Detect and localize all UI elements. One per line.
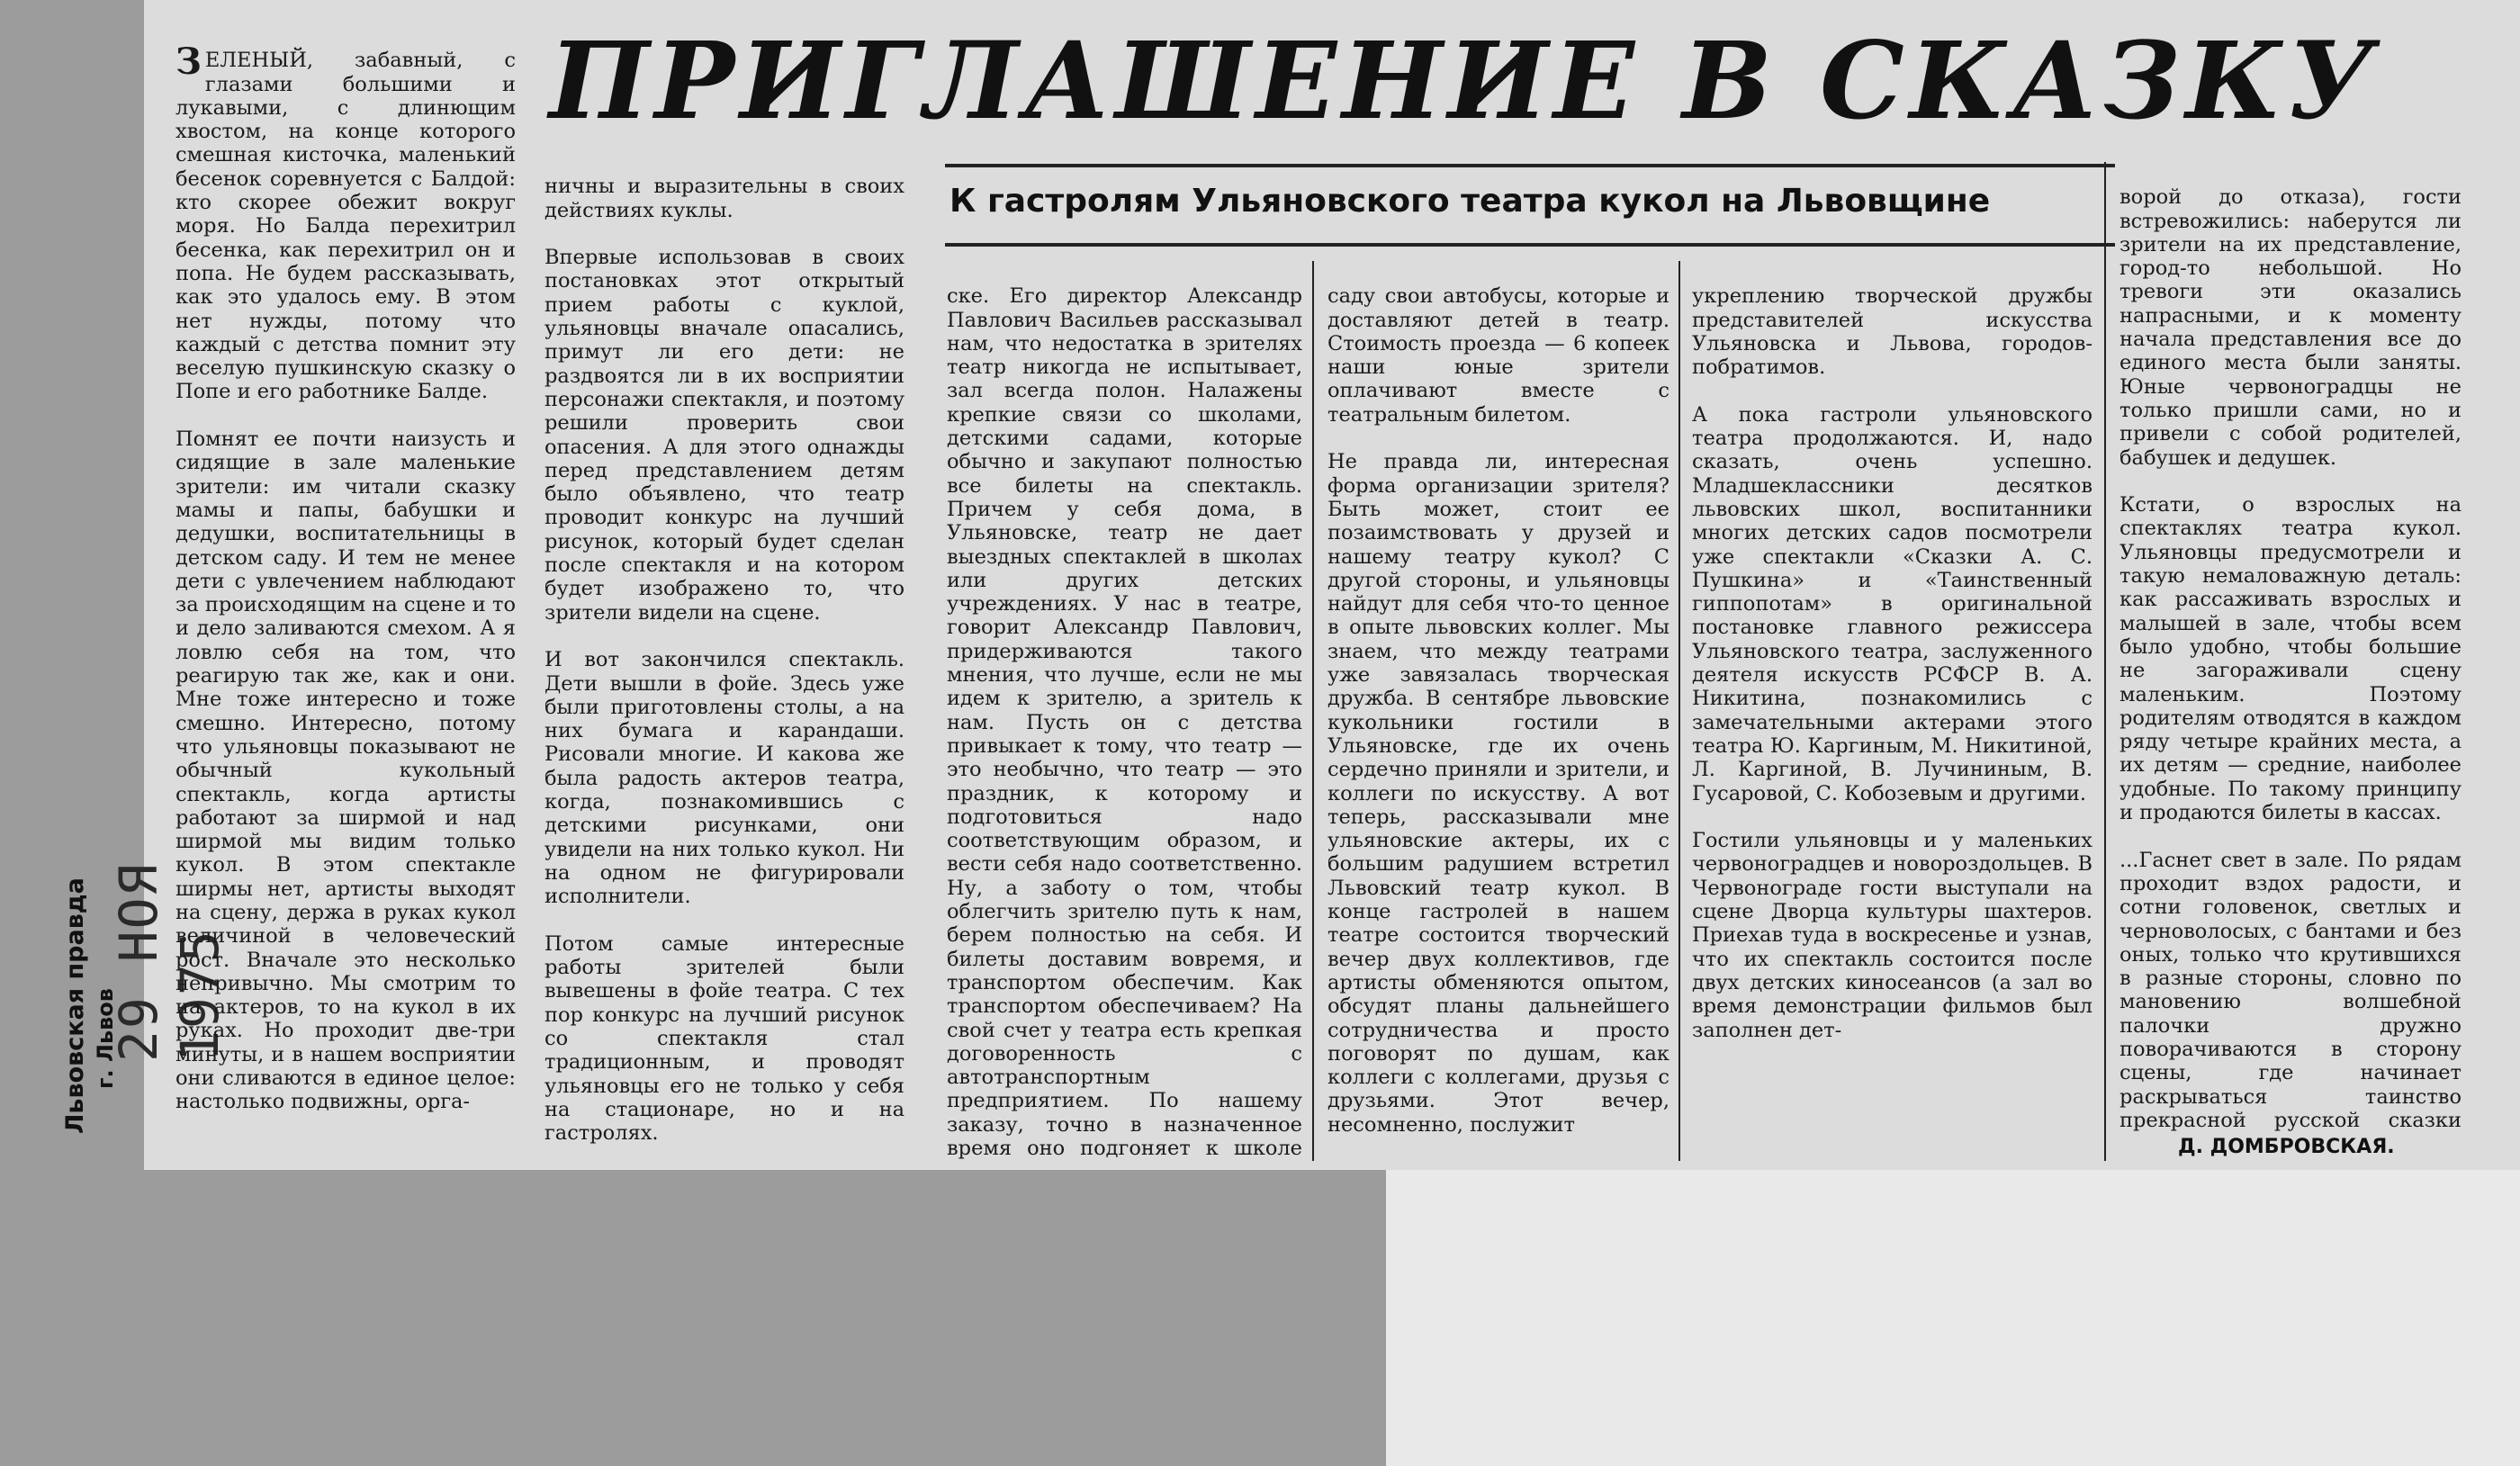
article-column-6-text: ворой до отказа), гости встревожились: наберутся ли зрители на их представление, город-то небольшой. Но тревоги эти оказались напрасными, и к моменту начала представления все до единого места были заняты. Юные червоноградцы не только пришли сами, но и привели с собой родителей, бабушек и дедушек. Кстати, о взрослых на спектаклях театра кукол. Ульяновцы предусмотрели и такую немаловажную деталь: как рассаживать взрослых и малышей в зале, чтобы всем было удобно, чтобы большие не загораживали сцену маленьким. Поэтому родителям отводятся в каждом ряду четыре крайних места, а их детям — средние, наиболее удобные. По такому принципу и продаются билеты в кассах. ...Гаснет свет в зале. По рядам проходит вздох радости, и сотни головенок, светлых и черноволосых, с бантами и без оных, только что крутившихся в разные стороны, словно по мановению волшебной палочки дружно поворачиваются в сторону сцены, где начинает раскрываться таинство прекрасной русской сказки [2120, 185, 2462, 1132]
article-signature: Д. ДОМБРОВСКАЯ. [2178, 1136, 2395, 1158]
column-divider [1678, 261, 1680, 1161]
article-headline: ПРИГЛАШЕНИЕ В СКАЗКУ [549, 18, 2380, 143]
article-column-5-text: укреплению творческой дружбы представителей искусства Ульяновска и Львова, городов-побратимов. А пока гастроли ульяновского театра продолжаются. И, надо сказать, очень успешно. Младшеклассники десятков львовских школ, воспитанники многих детских садов посмотрели уже спектакли «Сказки А. С. Пушкина» и «Таинственный гиппопотам» в оригинальной постановке главного режиссера Ульяновского театра, заслуженного деятеля искусств РСФСР В. А. Никитина, познакомились с замечательными актерами этого театра Ю. Каргиным, М. Никитиной, Л. Каргиной, В. Лучининым, В. Гусаровой, С. Кобозевым и другими. Гостили ульяновцы и у маленьких червоноградцев и новороздольцев. В Червонограде гости выступали на сцене Дворца культуры шахтеров. Приехав туда в воскресенье и узнав, что их спектакль состоится после двух детских киносеансов (а зал во время демонстрации фильмов был заполнен дет- [1692, 284, 2092, 1042]
date-stamp: 29 НОЯ 1975 [108, 862, 230, 1062]
article-column-1 [176, 25, 516, 1161]
headline-rule-top [945, 164, 2115, 167]
newspaper-city: г. Львов [93, 988, 118, 1089]
column-divider [1312, 261, 1314, 1161]
article-column-5 [1692, 261, 2092, 1161]
newspaper-name: Львовская правда [61, 877, 89, 1134]
article-column-1-text: ЕЛЕНЫЙ, забавный, с глазами большими и лукавыми, с длинющим хвостом, на конце которого смешная кисточка, маленький бесенок соревнуется с Балдой: кто скорее обежит вокруг моря. Но Балда перехитрил бесенка, как перехитрил он и попа. Не будем рассказывать, как это удалось ему. В этом нет нужды, потому что каждый с детства помнит эту веселую пушкинскую сказку о Попе и его работнике Балде. Помнят ее почти наизусть и сидящие в зале маленькие зрители: им читали сказку мамы и папы, бабушки и дедушки, воспитательницы в детском саду. И тем не менее дети с увлечением наблюдают за происходящим на сцене и то и дело заливаются смехом. А я ловлю себя на том, что реагирую так же, как и они. Мне тоже интересно и тоже смешно. Интересно, потому что ульяновцы показывают не обычный кукольный спектакль, когда артисты работают за ширмой и над ширмой мы видим только кукол. В этом спектакле ширмы нет, артисты выходят на сцену, держа в руках кукол величиной в человеческий рост. Вначале это несколько непривычно. Мы смотрим то на актеров, то на кукол в их руках. Но проходит две-три минуты, и в нашем восприятии они сливаются в единое целое: настолько подвижны, орга- [176, 49, 516, 1114]
article-column-4 [1328, 261, 1670, 1161]
article-column-3-text: ске. Его директор Александр Павлович Васильев рассказывал нам, что недостатка в зрителях театр никогда не испытывает, зал всегда полон. Налажены крепкие связи со школами, детскими садами, которые обычно и закупают полностью все билеты на спектакль. Причем у себя дома, в Ульяновске, театр не дает выездных спектаклей в школах или других детских учреждениях. У нас в театре, говорит Александр Павлович, придерживаются такого мнения, что лучше, если не мы идем к зрителю, а зритель к нам. Пусть он с детства привыкает к тому, что театр — это необычно, что театр — это праздник, к которому и подготовиться надо соответствующим образом, и вести себя надо соответственно. Ну, а заботу о том, чтобы облегчить зрителю путь к нам, берем полностью на себя. И билеты доставим вовремя, и транспортом обеспечим. Как транспортом обеспечиваем? На свой счет у театра есть крепкая договоренность с автотранспортным предприятием. По нашему заказу, точно в назначенное время оно подгоняет к школе [947, 284, 1302, 1160]
column-divider [2104, 162, 2106, 1161]
article-column-2 [544, 151, 904, 1161]
article-column-3 [947, 261, 1302, 1161]
dropcap-letter: З [176, 40, 202, 84]
headline-rule-bottom [945, 243, 2115, 247]
article-column-2-text: ничны и выразительны в своих действиях куклы. Впервые использовав в своих постановках этот открытый прием работы с куклой, ульяновцы вначале опасались, примут ли его дети: не раздвоятся ли в их восприятии персонажи спектакля, и поэтому решили проверить свои опасения. А для этого однажды перед представлением детям было объявлено, что театр проводит конкурс на лучший рисунок, который будет сделан после спектакля и на котором будет изображено то, что зрители видели на сцене. И вот закончился спектакль. Дети вышли в фойе. Здесь уже были приготовлены столы, а на них бумага и карандаши. Рисовали многие. И какова же была радость актеров театра, когда, познакомившись с детскими рисунками, они увидели на них только кукол. Ни на одном не фигурировали исполнители. Потом самые интересные работы зрителей были вывешены в фойе театра. С тех пор конкурс на лучший рисунок со спектакля стал традиционным, и проводят ульяновцы его не только у себя на стационаре, но и на гастролях. [544, 175, 904, 1146]
article-subheadline: К гастролям Ульяновского театра кукол на Львовщине [950, 183, 1991, 220]
article-column-6 [2120, 162, 2462, 1132]
article-column-4-text: саду свои автобусы, которые и доставляют детей в театр. Стоимость проезда — 6 копеек наши юные зрители оплачивают вместе с театральным билетом. Не правда ли, интересная форма организации зрителя? Быть может, стоит ее позаимствовать у друзей и нашему театру кукол? С другой стороны, и ульяновцы найдут для себя что-то ценное в опыте львовских коллег. Мы знаем, что между театрами уже завязалась творческая дружба. В сентябре львовские кукольники гостили в Ульяновске, где их очень сердечно приняли и зрители, и коллеги по искусству. А вот теперь, рассказывали мне ульяновские актеры, их с большим радушием встретил Львовский театр кукол. В конце гастролей в нашем театре состоится творческий вечер двух коллективов, где артисты обменяются опытом, обсудят планы дальнейшего сотрудничества и просто поговорят по душам, как коллеги с коллегами, друзья с друзьями. Этот вечер, несомненно, послужит [1328, 284, 1670, 1137]
